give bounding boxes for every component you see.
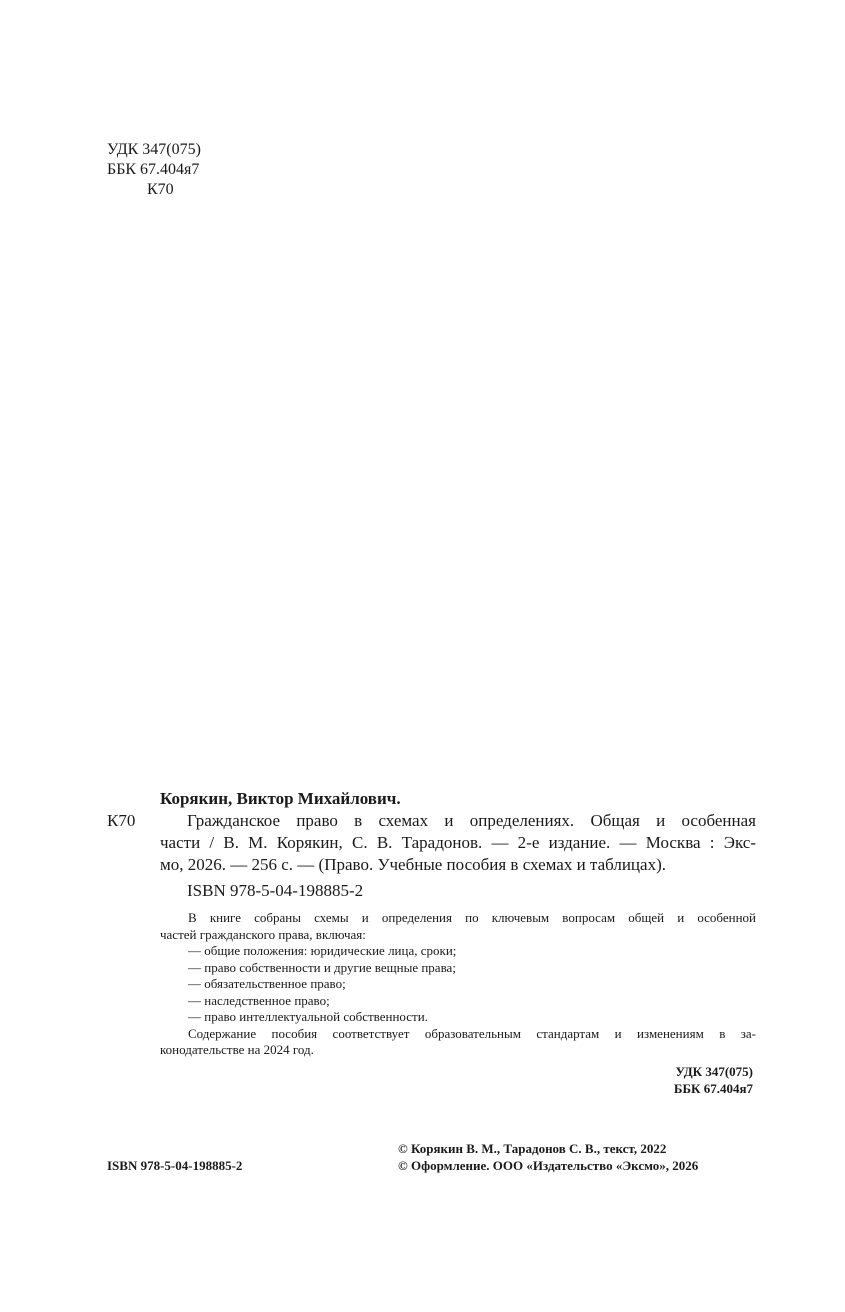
copyright-text: © Корякин В. М., Тарадонов С. В., текст, 2022 bbox=[398, 1141, 667, 1156]
top-classification-codes bbox=[107, 140, 201, 200]
annotation-list-item: — право интеллектуальной собственности. bbox=[188, 1009, 428, 1024]
copyright-block bbox=[398, 1141, 698, 1174]
bbk-code: ББК 67.404я7 bbox=[107, 161, 200, 178]
annotation-line: конодательстве на 2024 год. bbox=[160, 1042, 314, 1057]
annotation-line: В книге собраны схемы и определения по ключевым вопросам общей и особенной bbox=[188, 910, 756, 925]
copyright-design: © Оформление. ООО «Издательство «Эксмо», 2026 bbox=[398, 1157, 699, 1173]
isbn: ISBN 978-5-04-198885-2 bbox=[187, 881, 364, 900]
annotation-list-item: — наследственное право; bbox=[188, 992, 330, 1008]
bottom-classification-codes bbox=[674, 1064, 753, 1097]
udk-code: УДК 347(075) bbox=[675, 1064, 753, 1079]
author-heading: Корякин, Виктор Михайлович. bbox=[160, 789, 401, 808]
cutter-mark: К70 bbox=[107, 811, 136, 830]
annotation-list-item: — общие положения: юридические лица, сроки; bbox=[188, 943, 457, 958]
author-mark: К70 bbox=[147, 181, 174, 198]
udk-code: УДК 347(075) bbox=[107, 141, 201, 158]
description-line: Гражданское право в схемах и определениях. Общая и особенная bbox=[187, 811, 756, 830]
description-line: мо, 2026. — 256 с. — (Право. Учебные пособия в схемах и таблицах). bbox=[160, 855, 666, 874]
annotation bbox=[160, 910, 756, 1059]
bbk-code: ББК 67.404я7 bbox=[673, 1080, 753, 1096]
annotation-list-item: — обязательственное право; bbox=[188, 976, 346, 991]
description-line: части / В. М. Корякин, С. В. Тарадонов. — 2-е издание. — Москва : Экс- bbox=[160, 833, 756, 852]
annotation-list-item: — право собственности и другие вещные права; bbox=[188, 959, 456, 975]
imprint-isbn: ISBN 978-5-04-198885-2 bbox=[107, 1158, 243, 1173]
bibliographic-description bbox=[160, 810, 756, 876]
annotation-line: частей гражданского права, включая: bbox=[160, 926, 366, 942]
annotation-line: Содержание пособия соответствует образовательным стандартам и изменениям в за- bbox=[188, 1025, 756, 1041]
